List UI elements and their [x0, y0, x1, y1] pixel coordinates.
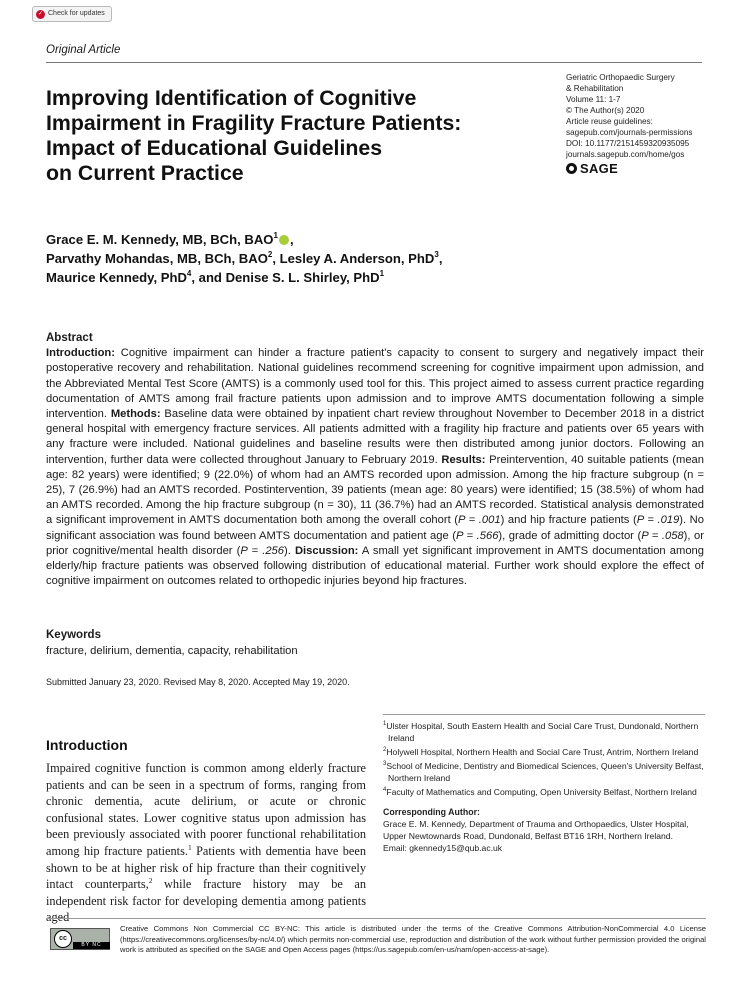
introduction-text: [46, 760, 366, 926]
affiliation-number: 3: [383, 761, 387, 767]
abstract-discussion-text: A small yet significant improvement in AMTS documentation among elderly/hip fracture patients was observed following distribution of educational material. Further work should explore the effect of cognitive impairment on outcomes related to orthopedic injuries beyond hip fractures.: [46, 544, 704, 588]
cc-by-nc-label: BY NC: [73, 942, 110, 949]
affiliation-number: 4: [383, 787, 387, 793]
check-for-updates-label: Check for updates: [48, 10, 105, 17]
article-type: Original Article: [46, 44, 121, 56]
title-line: Impairment in Fragility Fracture Patients:: [46, 111, 462, 135]
sage-mark-icon: [566, 163, 577, 174]
author-affiliation-ref: 4: [186, 269, 192, 278]
abstract-methods-label: Methods:: [110, 408, 161, 421]
title-line: on Current Practice: [46, 161, 244, 185]
corresponding-author-text: Grace E. M. Kennedy, Department of Trauma and Orthopaedics, Ulster Hospital, Upper Newtownards Road, Dundonald, Belfast BT16 1RH, Northern Ireland.: [383, 819, 689, 841]
journal-name-line-2: & Rehabilitation: [566, 84, 624, 93]
journal-home-link[interactable]: journals.sagepub.com/home/gos: [566, 150, 685, 159]
permissions-link[interactable]: sagepub.com/journals-permissions: [566, 128, 693, 137]
affiliation-item: [383, 746, 705, 758]
abstract-results-text: ).: [284, 544, 295, 557]
abstract-text: [46, 346, 704, 589]
intro-paragraph: Patients with dementia have been shown to be at higher risk of hip fracture than their cognitively intact counterparts,: [46, 843, 366, 892]
author-name: Parvathy Mohandas, MB, BCh, BAO: [46, 251, 268, 266]
author-affiliation-ref: 1: [379, 269, 385, 278]
corresponding-author-email[interactable]: Email: gkennedy15@qub.ac.uk: [383, 843, 503, 853]
p-value: P = .256: [240, 544, 284, 557]
reference-link[interactable]: 2: [148, 876, 153, 886]
journal-copyright: © The Author(s) 2020: [566, 106, 645, 115]
affiliation-number: 1: [383, 721, 387, 727]
keywords-list: fracture, delirium, dementia, capacity, rehabilitation: [46, 645, 298, 657]
doi[interactable]: DOI: 10.1177/2151459320935095: [566, 139, 690, 148]
affiliations: [383, 720, 705, 854]
author-name: Maurice Kennedy, PhD: [46, 270, 187, 285]
journal-volume: Volume 11: 1-7: [566, 95, 621, 104]
author-list: Grace E. M. Kennedy, MB, BCh, BAO$^1$ , Parvathy Mohandas, MB, BCh, BAO$^2$, Lesley A. Anderson, PhD$^3$, Maurice Kennedy, PhD$^4$, and Denise S. L. Shirley, PhD$^1$: [46, 231, 443, 285]
affiliation-item: [383, 786, 705, 798]
abstract-intro-label: Introduction:: [46, 347, 115, 360]
reference-link[interactable]: 1: [187, 842, 192, 852]
abstract-heading: Abstract: [46, 332, 93, 344]
abstract-results-text: ). No significant association was found between AMTS documentation and patient age (: [46, 514, 704, 542]
author-affiliation-ref: 3: [434, 250, 439, 259]
p-value: P = .001: [458, 514, 501, 527]
orcid-icon[interactable]: [279, 235, 289, 245]
abstract-discussion-label: Discussion:: [294, 544, 359, 557]
submission-dates: Submitted January 23, 2020. Revised May 8, 2020. Accepted May 19, 2020.: [46, 677, 350, 687]
abstract-intro-text: Cognitive impairment can hinder a fracture patient's capacity to consent to surgery and negatively impact their postoperative recovery and rehabilitation. National guidelines recommend screening for cognitive impairment upon admission, and the Abbreviated Mental Test Score (AMTS) is a commonly used tool for this. This project aimed to assess current practice regarding documentation of AMTS among frail fracture patients upon admission and to improve AMTS documentation following a simple intervention.: [46, 347, 704, 421]
abstract-results-text: ), or prior cognitive/mental health disorder (: [46, 529, 704, 557]
intro-paragraph: Impaired cognitive function is common among elderly fracture patients and can be seen in a spectrum of forms, ranging from chronic dementia, acute delirium, or acute or chronic confusional states. Lower cognitive status upon admission has been previously associated with poorer functional rehabilitation among hip fracture patients.: [46, 761, 366, 858]
footer-divider: [46, 918, 706, 919]
author-name: Lesley A. Anderson, PhD: [279, 251, 435, 266]
cc-icon: cc: [54, 930, 72, 948]
keywords-heading: Keywords: [46, 629, 101, 641]
author-name: Grace E. M. Kennedy, MB, BCh, BAO: [46, 232, 274, 247]
cc-license-badge[interactable]: [50, 928, 110, 950]
affiliation-text: Holywell Hospital, Northern Health and Social Care Trust, Antrim, Northern Ireland: [386, 747, 699, 757]
update-icon: ✓: [37, 10, 44, 17]
affiliation-text: School of Medicine, Dentistry and Biomedical Sciences, Queen's University Belfast, Northern Ireland: [386, 761, 704, 783]
sage-logo-text: SAGE: [580, 161, 619, 176]
affiliation-text: Ulster Hospital, South Eastern Health and Social Care Trust, Dundonald, Northern Ireland: [386, 721, 699, 743]
abstract-methods-text: Baseline data were obtained by inpatient chart review throughout November to December 2018 in a district general hospital with emergency fracture services. All patients admitted with a fragility hip fracture and patients over 65 years with any fracture were included. National guidelines and baseline results were then distributed among junior doctors. Following an intervention, further data were collected throughout January to February 2019.: [46, 408, 704, 466]
journal-info: [566, 72, 736, 174]
title-line: Improving Identification of Cognitive: [46, 86, 417, 110]
p-value: P = .566: [455, 529, 499, 542]
introduction-heading: Introduction: [46, 737, 128, 753]
intro-paragraph: while fracture history may be an independent risk factor for developing dementia among patients aged: [46, 877, 366, 925]
sage-logo: [566, 163, 736, 174]
affiliation-divider: [383, 714, 705, 715]
abstract-results-text: ) and hip fracture patients (: [500, 514, 637, 527]
reuse-guidelines-label: Article reuse guidelines:: [566, 117, 653, 126]
header-divider: [46, 62, 702, 63]
title-line: Impact of Educational Guidelines: [46, 136, 383, 160]
check-for-updates-button[interactable]: [32, 6, 112, 22]
p-value: P = .019: [636, 514, 680, 527]
abstract-results-text: Preintervention, 40 suitable patients (mean age: 82 years) were identified; 9 (22.0%) of whom had an AMTS recorded upon admission. Among the hip fracture subgroup (n = 25), 7 (26.9%) had an AMTS recorded. Postintervention, 39 patients (mean age: 80 years) were identified; 15 (38.5%) of whom had an AMTS recorded. Among the hip fracture subgroup (n = 30), 11 (36.7%) had an AMTS recorded. Statistical analysis demonstrated a significant improvement in AMTS documentation both among the overall cohort (: [46, 453, 705, 527]
abstract-results-text: ), grade of admitting doctor (: [498, 529, 642, 542]
journal-name-line-1: Geriatric Orthopaedic Surgery: [566, 73, 675, 82]
abstract: [46, 331, 704, 589]
license-text: Creative Commons Non Commercial CC BY-NC: This article is distributed under the terms of the Creative Commons Attribution-NonCommercial 4.0 License (https://creativecommons.org/licenses/by-nc/4.0/) which permits non-commercial use, reproduction and distribution of the work without further permission provided the original work is attributed as specified on the SAGE and Open Access pages (https://us.sagepub.com/en-us/nam/open-access-at-sage).: [120, 924, 706, 955]
affiliation-item: [383, 760, 705, 784]
author-name: and Denise S. L. Shirley, PhD: [198, 270, 380, 285]
author-affiliation-ref: 1: [273, 231, 278, 240]
corresponding-author-heading: Corresponding Author:: [383, 807, 480, 817]
affiliation-text: Faculty of Mathematics and Computing, Open University Belfast, Northern Ireland: [386, 787, 697, 797]
author-affiliation-ref: 2: [267, 250, 273, 259]
p-value: P = .058: [641, 529, 684, 542]
affiliation-number: 2: [383, 747, 387, 753]
abstract-results-label: Results:: [441, 453, 486, 466]
affiliation-item: [383, 720, 705, 744]
article-title: [46, 86, 536, 186]
